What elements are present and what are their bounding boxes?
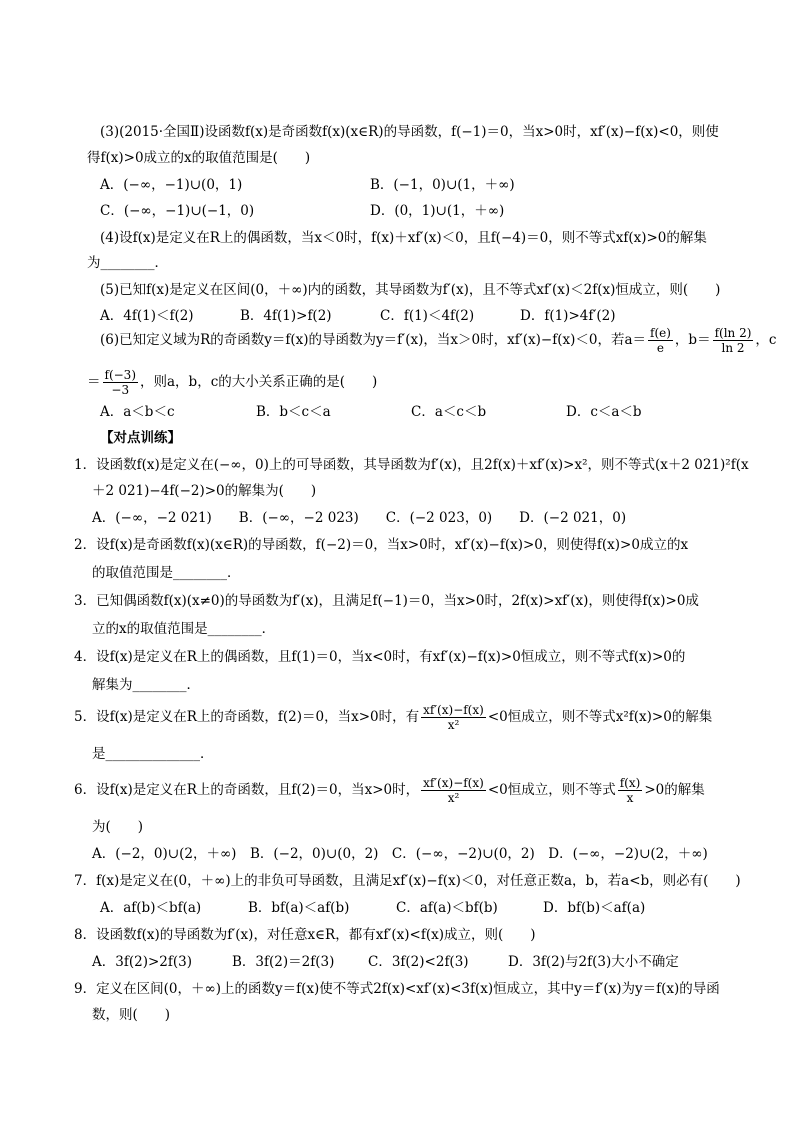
p9-line2: 数，则( ) (92, 1007, 171, 1023)
q6-line2-post: ，则a，b，c的大小关系正确的是( ) (140, 374, 378, 390)
p6-fraction-2 (618, 776, 643, 805)
p7-line1: 7．f(x)是定义在(0，＋∞)上的非负可导函数，且满足xf′(x)−f(x)＜0，对任意正数a，b，若a<b，则必有( ) (74, 873, 741, 889)
p5-line1 (74, 703, 712, 732)
q6-option-d: D．c＜a＜b (566, 404, 642, 420)
q5-option-a: A．4f(1)＜f(2) (100, 308, 194, 324)
p5-line2: 是______________． (92, 746, 214, 762)
q5-line1: (5)已知f(x)是定义在区间(0，＋∞)内的函数，其导函数为f′(x)，且不等式xf′(x)＜2f(x)恒成立，则( ) (100, 282, 721, 298)
q6-line2-pre: ＝ (87, 374, 101, 390)
p2-line2: 的取值范围是________． (92, 565, 241, 581)
q6-fraction-a-den: e (656, 341, 665, 355)
q6-fraction-c-den: −3 (111, 383, 130, 397)
p7-option-a: A．af(b)＜bf(a) (100, 900, 202, 916)
p4-line2: 解集为________． (92, 677, 200, 693)
q3-option-b: B．(−1，0)∪(1，＋∞) (370, 177, 515, 193)
q6-fraction-a (648, 326, 673, 355)
p6-fraction-den: x² (447, 791, 460, 805)
p8-option-d: D．3f(2)与2f(3)大小不确定 (508, 954, 679, 970)
p6-fraction-2-den: x (626, 791, 634, 805)
q6-option-a: A．a＜b＜c (100, 404, 175, 420)
q3-line1: (3)(2015·全国Ⅱ)设函数f(x)是奇函数f(x)(x∈R)的导函数，f(−1)＝0，当x>0时，xf′(x)−f(x)<0，则使 (100, 124, 719, 140)
q3-option-d: D．(0，1)∪(1，＋∞) (370, 203, 505, 219)
p5-text-post: <0恒成立，则不等式x²f(x)>0的解集 (487, 709, 713, 725)
p7-option-c: C．af(a)＜bf(b) (396, 900, 498, 916)
section-title: 【对点训练】 (100, 430, 181, 446)
p4-line1: 4．设f(x)是定义在R上的偶函数，且f(1)＝0，当x<0时，有xf′(x)−f(x)>0恒成立，则不等式f(x)>0的 (74, 649, 686, 665)
q6-text-post: ，c (755, 332, 777, 348)
q6-option-b: B．b＜c＜a (256, 404, 331, 420)
q6-fraction-c-num: f(−3) (104, 368, 136, 382)
p5-fraction-num: xf′(x)−f(x) (423, 703, 484, 717)
p7-option-b: B．bf(a)＜af(b) (248, 900, 350, 916)
q3-option-a: A．(−∞，−1)∪(0，1) (100, 177, 243, 193)
p5-fraction-den: x² (447, 718, 460, 732)
p1-options: A．(−∞，−2 021) B．(−∞，−2 023) C．(−2 023，0) D．(−2 021，0) (92, 510, 627, 526)
q6-line2 (87, 368, 377, 397)
p6-line2: 为( ) (92, 819, 144, 835)
p8-option-a: A．3f(2)>2f(3) (92, 954, 192, 970)
p2-line1: 2．设f(x)是奇函数f(x)(x∈R)的导函数，f(−2)＝0，当x>0时，xf′(x)−f(x)>0，则使得f(x)>0成立的x (74, 537, 689, 553)
q5-option-b: B．4f(1)>f(2) (240, 308, 332, 324)
q4-line1: (4)设f(x)是定义在R上的偶函数，当x＜0时，f(x)＋xf′(x)＜0，且f(−4)＝0，则不等式xf(x)>0的解集 (100, 230, 707, 246)
p3-line1: 3．已知偶函数f(x)(x≠0)的导函数为f′(x)，且满足f(−1)＝0，当x>0时，2f(x)>xf′(x)，则使得f(x)>0成 (74, 593, 699, 609)
p5-text-pre: 5．设f(x)是定义在R上的奇函数，f(2)＝0，当x>0时，有 (74, 709, 420, 725)
q6-fraction-b-num: f(ln 2) (714, 326, 752, 340)
p6-fraction-num: xf′(x)−f(x) (423, 776, 484, 790)
q6-fraction-a-num: f(e) (650, 326, 671, 340)
q3-line2: 得f(x)>0成立的x的取值范围是( ) (87, 150, 311, 166)
q5-option-c: C．f(1)＜4f(2) (380, 308, 475, 324)
q6-fraction-b (713, 326, 754, 355)
q6-text-mid: ，b＝ (674, 332, 711, 348)
p6-fraction-2-num: f(x) (619, 776, 641, 790)
p3-line2: 立的x的取值范围是________． (92, 621, 276, 637)
p6-fraction (421, 776, 486, 805)
p6-text-post: >0的解集 (644, 782, 705, 798)
p6-text-mid: <0恒成立，则不等式 (487, 782, 616, 798)
p7-option-d: D．bf(b)＜af(a) (543, 900, 646, 916)
q4-line2: 为________． (87, 255, 168, 271)
q6-fraction-c (103, 368, 139, 397)
p9-line1: 9．定义在区间(0，＋∞)上的函数y＝f(x)使不等式2f(x)<xf′(x)<3f(x)恒成立，其中y＝f′(x)为y＝f(x)的导函 (74, 981, 720, 997)
q6-option-c: C．a＜c＜b (411, 404, 487, 420)
p8-option-b: B．3f(2)＝2f(3) (232, 954, 335, 970)
p1-line1: 1．设函数f(x)是定义在(−∞，0)上的可导函数，其导函数为f′(x)，且2f(x)＋xf′(x)>x²，则不等式(x＋2 021)²f(x (74, 457, 749, 473)
q5-option-d: D．f(1)>4f′(2) (520, 308, 616, 324)
p6-options: A．(−2，0)∪(2，＋∞) B．(−2，0)∪(0，2) C．(−∞，−2)∪(0，2) D．(−∞，−2)∪(2，＋∞) (92, 846, 708, 862)
q6-line1 (100, 326, 776, 355)
p6-line1 (74, 776, 705, 805)
p1-line2: ＋2 021)−4f(−2)>0的解集为( ) (92, 483, 317, 499)
p8-line1: 8．设函数f(x)的导函数为f′(x)，对任意x∈R，都有xf′(x)<f(x)成立，则( ) (74, 927, 536, 943)
q3-option-c: C．(−∞，−1)∪(−1，0) (100, 203, 255, 219)
p8-option-c: C．3f(2)<2f(3) (368, 954, 469, 970)
p6-text-pre: 6．设f(x)是定义在R上的奇函数，且f(2)＝0，当x>0时， (74, 782, 420, 798)
q6-text-pre: (6)已知定义域为R的奇函数y＝f(x)的导函数为y＝f′(x)，当x＞0时，xf′(x)−f(x)＜0，若a＝ (100, 332, 647, 348)
q6-fraction-b-den: ln 2 (721, 341, 745, 355)
p5-fraction (421, 703, 486, 732)
